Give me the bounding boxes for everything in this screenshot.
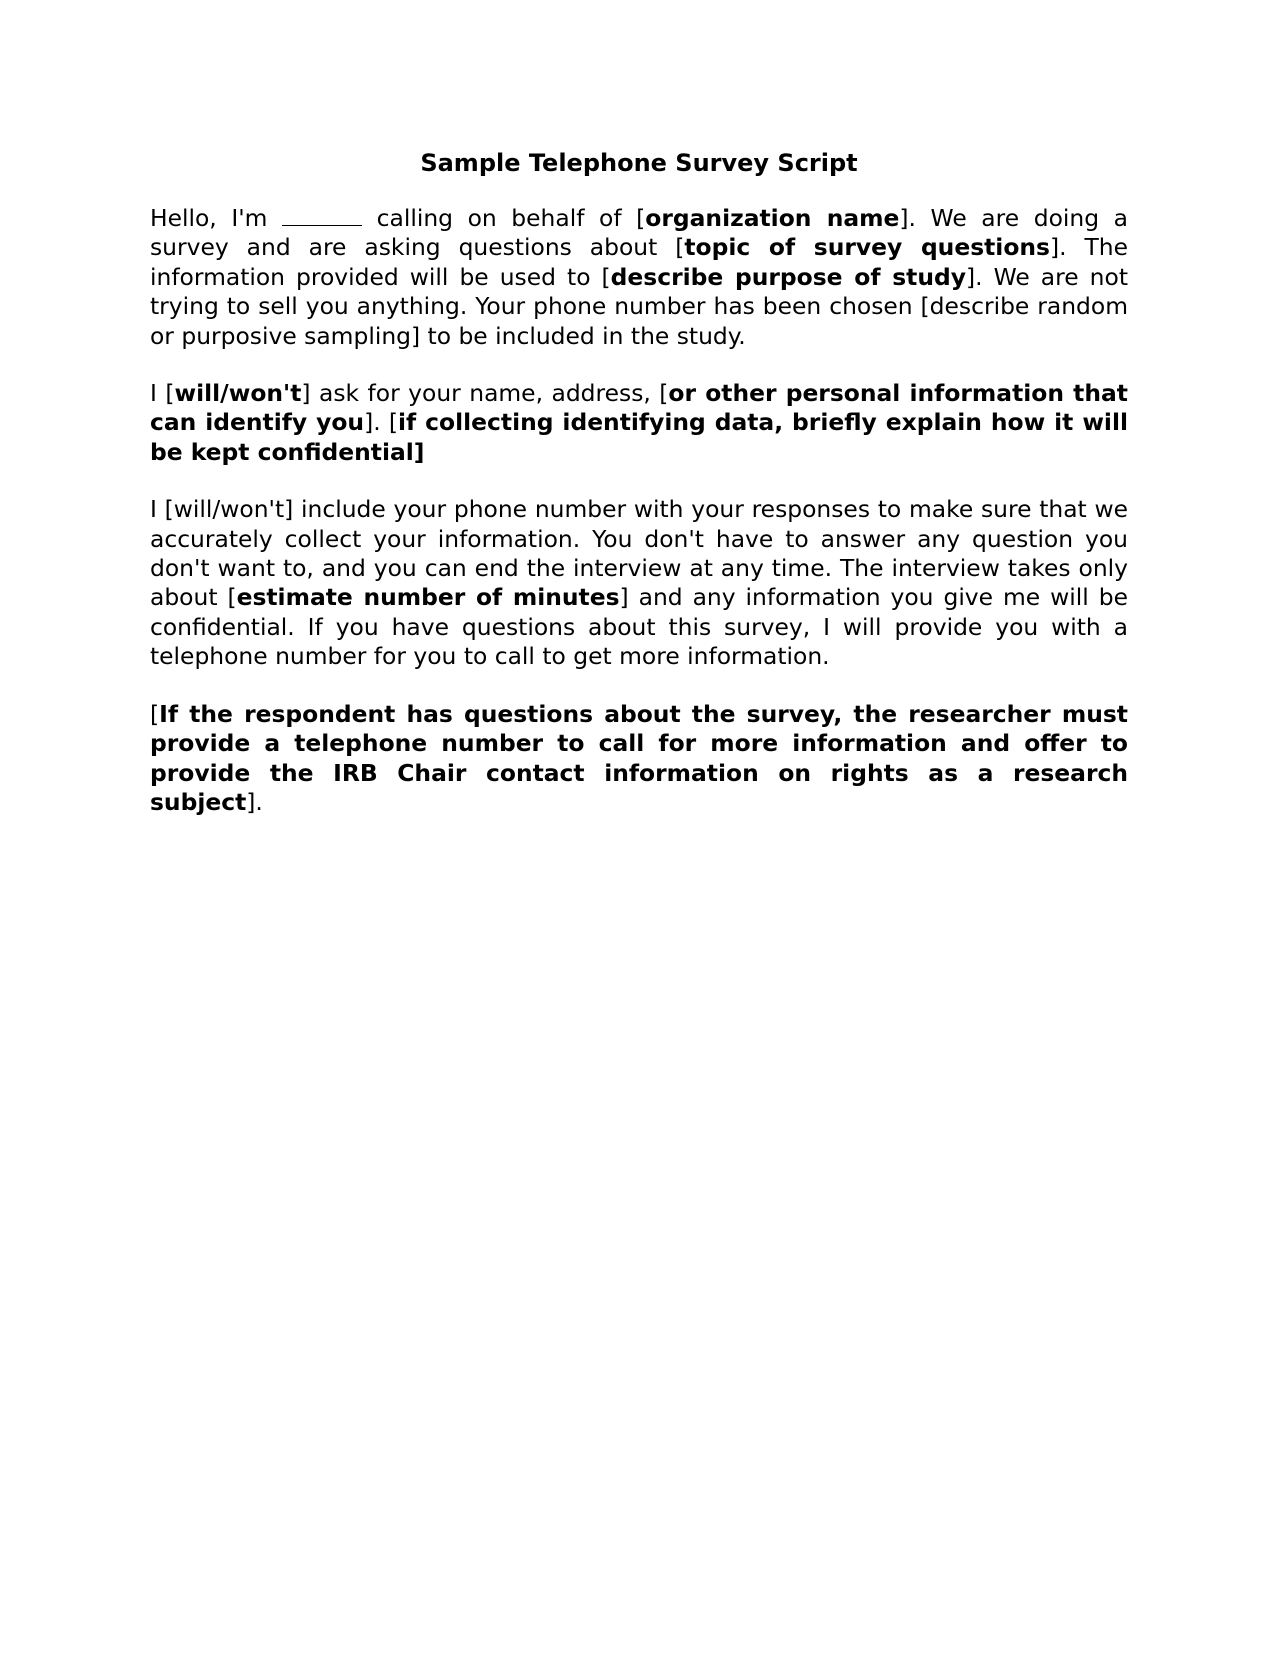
text-run: ] and any information you give me will be confidential. If you have questions about this survey, I will provide you with a telephone number for you to call to get more information. xyxy=(150,583,1128,671)
paragraph-personal-info xyxy=(150,379,1128,467)
placeholder-personal-information: or other personal information that can identify you xyxy=(150,379,1128,437)
placeholder-purpose: describe purpose of study xyxy=(610,262,967,291)
document-title: Sample Telephone Survey Script xyxy=(420,149,858,177)
text-run: I [ xyxy=(150,379,175,408)
placeholder-minutes: estimate number of minutes xyxy=(236,583,620,612)
text-run: ]. [ xyxy=(364,408,399,437)
paragraph-phone-number xyxy=(150,495,1128,671)
text-run: ]. We are doing a survey and are asking questions about [ xyxy=(150,204,1128,262)
text-run: Hello, I'm xyxy=(150,204,283,232)
text-run: ]. The information provided will be used to [ xyxy=(150,233,1128,291)
placeholder-will-wont: will/won't xyxy=(174,379,302,408)
text-run: ]. We are not trying to sell you anything. Your phone number has been chosen [describe random or purposive sampling] to be included in the study. xyxy=(150,262,1128,350)
document-page xyxy=(150,148,1128,845)
paragraph-researcher-note xyxy=(150,700,1128,818)
text-run: ] ask for your name, address, [ xyxy=(301,379,669,408)
paragraph-introduction xyxy=(150,204,1128,351)
placeholder-confidentiality: if collecting identifying data, briefly explain how it will be kept confidential] xyxy=(150,408,1128,466)
placeholder-organization-name: organization name xyxy=(645,204,900,232)
researcher-instruction: If the respondent has questions about the survey, the researcher must provide a telephone number to call for more information and offer to provide the IRB Chair contact information on rights as a research subject xyxy=(150,699,1128,816)
placeholder-topic: topic of survey questions xyxy=(684,233,1050,262)
text-run: ]. xyxy=(246,787,263,816)
name-blank-line xyxy=(282,207,362,226)
text-run: calling on behalf of [ xyxy=(362,204,646,232)
text-run: I [will/won't] include your phone number with your responses to make sure that we accurately collect your information. You don't have to answer any question you don't want to, and you can end the interview at any time. The interview takes only about [ xyxy=(150,495,1128,612)
text-run: [ xyxy=(150,699,160,728)
